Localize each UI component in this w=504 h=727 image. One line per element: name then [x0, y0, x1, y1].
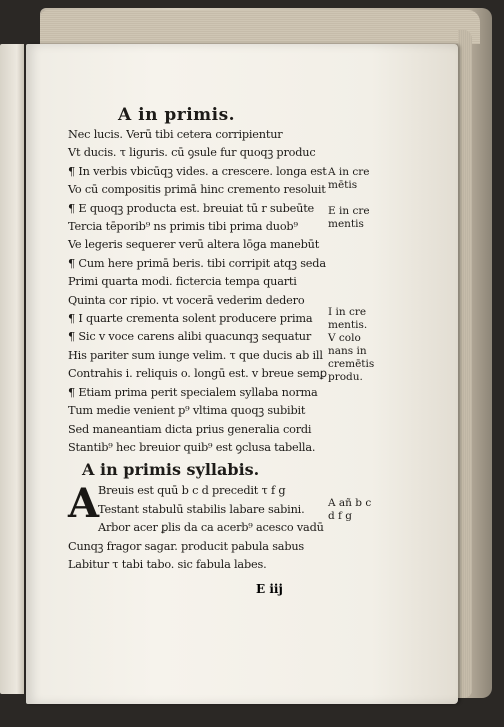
- initial-paragraph: [68, 482, 328, 537]
- text-line: ¶ In verbis vbicūqꝫ vides. a crescere. longa est: [68, 164, 327, 178]
- page-right-edges: [458, 30, 472, 698]
- text-line: Arbor acer ꝑlis da ca acerb⁹ acesco vadū: [98, 521, 324, 535]
- text-line: Quinta cor ripio. vt vocerā vederim dedero: [68, 293, 305, 307]
- decorated-initial: A: [68, 480, 100, 528]
- text-line: ¶ Etiam prima perit specialem syllaba norma: [68, 385, 318, 399]
- margin-note: I in cre mentis. V colo nans in cremētis produ.: [328, 306, 375, 383]
- text-line: Contrahis i. reliquis o. longū est. v breue semꝑ: [68, 367, 327, 381]
- text-line: Primi quarta modi. fictercia tempa quarti: [68, 275, 297, 289]
- text-line: ¶ Cum here primā beris. tibi corripit atqꝫ seda: [68, 256, 326, 270]
- catchword-signature: E iij: [256, 582, 283, 596]
- left-page-edge: [0, 44, 24, 694]
- text-line: Cunqꝫ fragor sagar. producit pabula sabus: [68, 539, 305, 553]
- text-line: Vo cū compositis primā hinc cremento resoluit: [68, 183, 326, 197]
- page-top-edges: [40, 10, 480, 44]
- text-line: Tum medie venient p⁹ vltima quoqꝫ subibit: [68, 404, 306, 418]
- text-line: Vt ducis. τ liguris. cū ꝯsule fur quoqꝫ produc: [68, 146, 316, 160]
- text-line: Sed maneantiam dicta prius generalia cordi: [68, 422, 312, 436]
- margin-note: A añ b c d f g: [328, 497, 372, 522]
- text-line: Ve legeris sequerer verū altera lōga manebūt: [68, 238, 320, 252]
- text-line: Stantib⁹ hec breuior quib⁹ est ꝯclusa tabella.: [68, 440, 316, 454]
- text-line: Tercia tēporib⁹ ns primis tibi prima duob⁹: [68, 220, 298, 234]
- main-text-block: [68, 104, 328, 574]
- text-line: ¶ Sic v voce carens alibi quacunqꝫ sequatur: [68, 330, 312, 344]
- text-line: ¶ E quoqꝫ producta est. breuiat tū r subeūte: [68, 201, 315, 215]
- text-line: His pariter sum iunge velim. τ que ducis ab ill: [68, 348, 323, 362]
- margin-note: A in cre mētis: [328, 166, 370, 191]
- subsection-heading: A in primis syllabis.: [82, 460, 260, 480]
- margin-note: E in cre mentis: [328, 205, 370, 230]
- text-line: Breuis est quū b c d precedit τ f g: [98, 484, 286, 498]
- text-line: ¶ I quarte crementa solent producere prima: [68, 312, 313, 326]
- section-heading: A in primis.: [118, 105, 236, 125]
- text-line: Nec lucis. Verū tibi cetera corripientur: [68, 128, 283, 141]
- text-line: Testant stabulū stabilis labare sabini.: [98, 502, 305, 516]
- text-line: Labitur τ tabi tabo. sic fabula labes.: [68, 557, 267, 571]
